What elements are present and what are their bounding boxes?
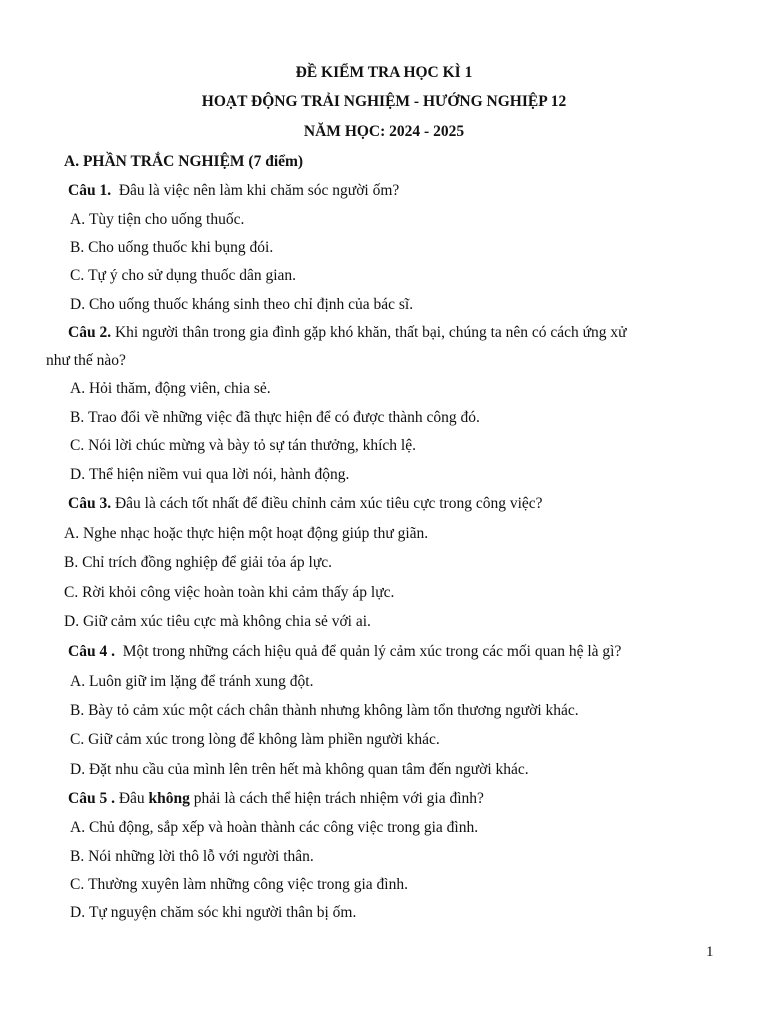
answer-option: [70, 210, 244, 230]
option-text: Chủ động, sắp xếp và hoàn thành các công việc trong gia đình.: [88, 819, 479, 836]
option-letter: A.: [70, 380, 86, 397]
option-letter: D.: [70, 904, 86, 921]
question-label: Câu 1.: [68, 182, 112, 199]
option-letter: C.: [70, 437, 85, 454]
answer-option: [70, 266, 296, 286]
option-letter: D.: [70, 296, 86, 313]
section-heading-a: A. PHẦN TRẮC NGHIỆM (7 điểm): [64, 153, 304, 170]
answer-option: [70, 238, 273, 258]
answer-option: [70, 295, 413, 315]
answer-option: [70, 875, 408, 895]
option-letter: C.: [70, 267, 85, 284]
option-letter: C.: [70, 876, 85, 893]
option-text: Tự ý cho sử dụng thuốc dân gian.: [88, 267, 297, 284]
question-1: [68, 181, 399, 201]
question-text: Đâu là việc nên làm khi chăm sóc người ốm?: [118, 182, 400, 199]
answer-option: [70, 379, 271, 399]
question-text-pre: Đâu: [118, 790, 145, 807]
question-text: Khi người thân trong gia đình gặp khó khăn, thất bại, chúng ta nên có cách ứng xử: [114, 324, 627, 341]
question-text: Đâu là cách tốt nhất để điều chỉnh cảm xúc tiêu cực trong công việc?: [114, 495, 543, 512]
option-text: Thể hiện niềm vui qua lời nói, hành động.: [88, 466, 350, 483]
option-text: Cho uống thuốc kháng sinh theo chỉ định của bác sĩ.: [88, 296, 414, 313]
question-label: Câu 2.: [68, 324, 112, 341]
answer-option: B. Chỉ trích đồng nghiệp để giải tỏa áp lực.: [64, 554, 332, 571]
school-year: NĂM HỌC: 2024 - 2025: [303, 123, 465, 140]
option-text: Tùy tiện cho uống thuốc.: [88, 211, 245, 228]
question-2: [68, 323, 627, 343]
exam-title: ĐỀ KIỂM TRA HỌC KÌ 1: [295, 64, 473, 81]
answer-option: [70, 436, 416, 456]
option-text: Thường xuyên làm những công việc trong gia đình.: [88, 876, 408, 893]
option-text: Nói những lời thô lỗ với người thân.: [88, 848, 314, 865]
answer-option: [70, 903, 356, 923]
option-text: Trao đổi về những việc đã thực hiện để có được thành công đó.: [88, 409, 480, 426]
answer-option: [70, 818, 478, 838]
option-letter: B.: [70, 409, 85, 426]
option-text: Hỏi thăm, động viên, chia sẻ.: [88, 380, 271, 397]
question-emphasis: không: [148, 790, 190, 807]
answer-option: D. Đặt nhu cầu của mình lên trên hết mà không quan tâm đến người khác.: [70, 761, 529, 778]
option-letter: D.: [70, 466, 86, 483]
answer-option: [70, 408, 480, 428]
question-2-continuation: như thế nào?: [46, 352, 126, 369]
option-letter: A.: [70, 211, 86, 228]
answer-option: B. Bày tỏ cảm xúc một cách chân thành nhưng không làm tổn thương người khác.: [70, 702, 579, 719]
answer-option: A. Luôn giữ im lặng để tránh xung đột.: [70, 673, 314, 690]
question-5: [68, 789, 484, 809]
option-text: Nói lời chúc mừng và bày tỏ sự tán thưởng, khích lệ.: [88, 437, 416, 454]
option-text: Tự nguyện chăm sóc khi người thân bị ốm.: [88, 904, 357, 921]
answer-option: C. Giữ cảm xúc trong lòng để không làm phiền người khác.: [70, 731, 440, 748]
option-letter: B.: [70, 239, 85, 256]
answer-option: [70, 847, 314, 867]
option-letter: A.: [70, 819, 86, 836]
question-text-post: phải là cách thể hiện trách nhiệm với gia đình?: [193, 790, 484, 807]
question-4: [68, 642, 621, 662]
answer-option: A. Nghe nhạc hoặc thực hiện một hoạt động giúp thư giãn.: [64, 525, 429, 542]
question-text: Một trong những cách hiệu quả để quản lý cảm xúc trong các mối quan hệ là gì?: [122, 643, 622, 660]
question-label: Câu 3.: [68, 495, 112, 512]
page-number: 1: [706, 944, 714, 960]
answer-option: D. Giữ cảm xúc tiêu cực mà không chia sẻ với ai.: [64, 613, 371, 630]
subject-title: HOẠT ĐỘNG TRẢI NGHIỆM - HƯỚNG NGHIỆP 12: [201, 93, 567, 110]
option-letter: B.: [70, 848, 85, 865]
option-text: Cho uống thuốc khi bụng đói.: [88, 239, 274, 256]
answer-option: [70, 465, 349, 485]
question-label: Câu 5 .: [68, 790, 115, 807]
answer-option: C. Rời khỏi công việc hoàn toàn khi cảm thấy áp lực.: [64, 584, 395, 601]
question-label: Câu 4 .: [68, 643, 115, 660]
question-3: [68, 494, 543, 514]
